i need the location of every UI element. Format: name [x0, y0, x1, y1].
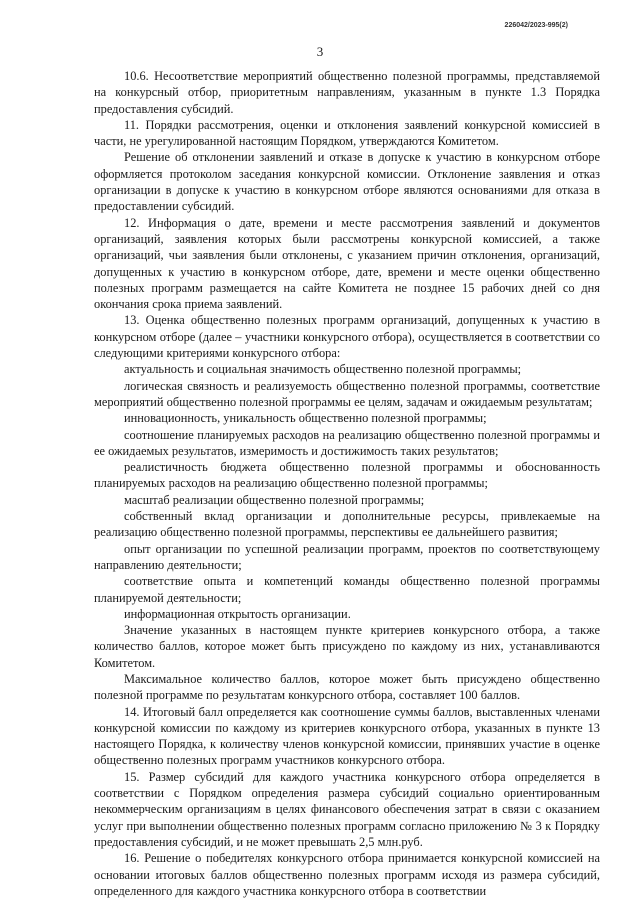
criterion-scale: масштаб реализации общественно полезной программы;: [124, 492, 425, 507]
criterion-innovation: инновационность, уникальность общественно полезной программы;: [124, 411, 487, 426]
paragraph-10-6: 10.6. Несоответствие мероприятий общественно полезной программы, представляемой на конкурсный отбор, приоритетным направлениям, указанным в пункте 1.3 Порядка предоставления субсидий.: [94, 69, 600, 116]
criterion-experience: опыт организации по успешной реализации программ, проектов по соответствующему направлению деятельности;: [94, 541, 600, 572]
document-id: 226042/2023-995(2): [504, 22, 568, 29]
paragraph-rejection-decision: Решение об отклонении заявлений и отказе в допуске к участию в конкурсном отборе оформляется протоколом заседания конкурсной комиссии. Отклонение заявления и отказ организации в допуске к участию в конкурсном отборе являются основаниями для отказа в предоставлении субсидий.: [94, 150, 600, 214]
paragraph-14: 14. Итоговый балл определяется как соотношение суммы баллов, выставленных членами конкурсной комиссии по каждому из критериев конкурсного отбора, указанных в пункте 13 настоящего Порядка, к количеству членов конкурсной комиссии, принявших участие в оценке общественно полезных программ участников конкурсного отбора.: [94, 704, 600, 768]
paragraph-15: 15. Размер субсидий для каждого участника конкурсного отбора определяется в соответствии с Порядком определения размера субсидий социально ориентированным некоммерческим организациям в целях финансового обеспечения затрат в связи с оказанием услуг при выполнении общественно полезных программ согласно приложению № 3 к Порядку предоставления субсидий, и не может превышать 2,5 млн.руб.: [94, 769, 600, 849]
document-body: [94, 68, 600, 899]
page-number: 3: [316, 44, 324, 59]
criterion-budget-realism: реалистичность бюджета общественно полезной программы и обоснованность планируемых расходов на реализацию общественно полезной программы;: [94, 460, 600, 491]
criterion-relevance: актуальность и социальная значимость общественно полезной программы;: [124, 362, 522, 377]
paragraph-16: 16. Решение о победителях конкурсного отбора принимается конкурсной комиссией на основании итоговых баллов общественно полезных программ исходя из размера субсидий, определенного для каждого участника конкурсного отбора в соответствии: [94, 851, 600, 898]
paragraph-11: 11. Порядки рассмотрения, оценки и отклонения заявлений конкурсной комиссией в части, не урегулированной настоящим Порядком, утверждаются Комитетом.: [94, 117, 600, 149]
criterion-own-contribution: собственный вклад организации и дополнительные ресурсы, привлекаемые на реализацию общественно полезной программы, перспективы ее дальнейшего развития;: [94, 509, 600, 540]
criterion-logical-coherence: логическая связность и реализуемость общественно полезной программы, соответствие мероприятий общественно полезной программы ее целям, задачам и ожидаемым результатам;: [94, 378, 600, 409]
criterion-team-competence: соответствие опыта и компетенций команды общественно полезной программы планируемой деятельности;: [94, 574, 600, 605]
criterion-cost-ratio: соотношение планируемых расходов на реализацию общественно полезной программы и ее ожидаемых результатов, измеримость и достижимость таких результатов;: [94, 427, 600, 458]
criterion-openness: информационная открытость организации.: [124, 606, 351, 621]
paragraph-12: 12. Информация о дате, времени и месте рассмотрения заявлений и документов организаций, заявления которых были рассмотрены конкурсной комиссией, а также организаций, чьи заявления были отклонены, с указанием причин отклонения, организаций, допущенных к участию в конкурсном отборе, дате, времени и месте оценки общественно полезных программ размещается на сайте Комитета не позднее 15 рабочих дней со дня окончания срока приема заявлений.: [94, 215, 600, 312]
paragraph-criteria-values: Значение указанных в настоящем пункте критериев конкурсного отбора, а также количество баллов, которое может быть присуждено по каждому из них, устанавливаются Комитетом.: [94, 623, 600, 670]
paragraph-max-score: Максимальное количество баллов, которое может быть присуждено общественно полезной программе по результатам конкурсного отбора, составляет 100 баллов.: [94, 671, 600, 703]
paragraph-13: 13. Оценка общественно полезных программ организаций, допущенных к участию в конкурсном отборе (далее – участники конкурсного отбора), осуществляется в соответствии со следующими критериями конкурсного отбора:: [94, 313, 600, 361]
